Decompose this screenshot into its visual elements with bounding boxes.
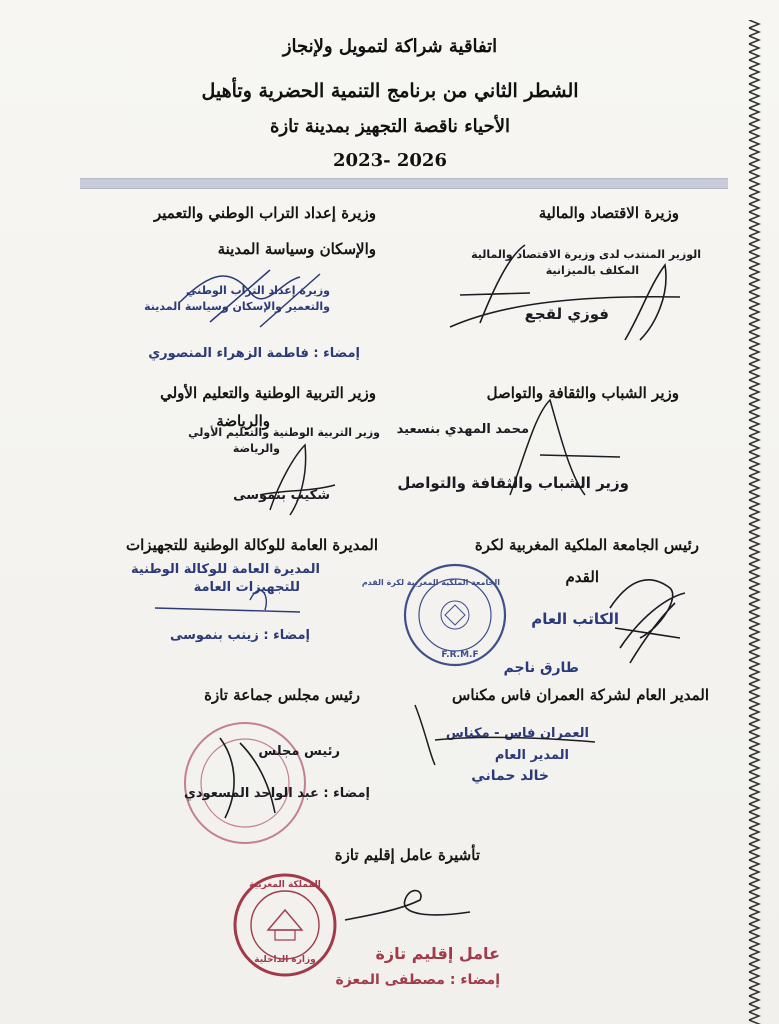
territory-signer-name: إمضاء : فاطمة الزهراء المنصوري <box>148 346 360 361</box>
header-divider <box>80 178 728 189</box>
football-president-title-2: القدم <box>565 568 599 586</box>
equipment-stamp-line1: المديرة العامة للوكالة الوطنية <box>130 562 320 577</box>
governor-role: عامل إقليم تازة <box>375 944 500 963</box>
youth-minister-title: وزير الشباب والثقافة والتواصل <box>486 384 679 402</box>
governor-signer-name: إمضاء : مصطفى المعزة <box>335 972 500 988</box>
governor-visa-title: تأشيرة عامل إقليم تازة <box>334 846 480 864</box>
finance-signer-name: فوزي لقجع <box>524 305 609 323</box>
football-seal-code: F.R.M.F <box>441 650 479 660</box>
football-signature <box>600 568 690 668</box>
education-signer-name: شكيب بنموسى <box>233 488 330 503</box>
education-minister-title: وزير التربية الوطنية والتعليم الأولي <box>160 384 376 402</box>
finance-signature <box>440 235 700 345</box>
football-signer-name: طارق ناجم <box>503 660 579 676</box>
education-signature <box>250 440 340 520</box>
governor-signature <box>340 880 480 930</box>
territory-minister-title-2: والإسكان وسياسة المدينة <box>217 240 376 258</box>
youth-stamp: وزير الشباب والثقافة والتواصل <box>397 474 629 492</box>
finance-stamp-line2: المكلف بالميزانية <box>545 264 639 277</box>
education-stamp-line2: والرياضة <box>232 442 280 455</box>
agreement-subtitle: الشطر الثاني من برنامج التنمية الحضرية وتأهيل <box>201 80 579 102</box>
alomrane-director-title: المدير العام لشركة العمران فاس مكناس <box>452 686 709 704</box>
education-minister-title-2: والرياضة <box>216 412 270 430</box>
commune-signer-name: إمضاء : عبد الواحد المسعودي <box>183 786 370 801</box>
finance-stamp-line1: الوزير المنتدب لدى وزيرة الاقتصاد والمالية <box>471 248 701 261</box>
youth-signature <box>490 395 650 505</box>
decorative-border <box>747 20 761 1024</box>
governor-seal-ring-text: المملكة المغربية <box>249 880 321 890</box>
equipment-signer-name: إمضاء : زينب بنموسى <box>169 628 310 643</box>
alomrane-signer-name: خالد حماني <box>471 768 549 784</box>
football-president-title: رئيس الجامعة الملكية المغربية لكرة <box>474 536 699 554</box>
education-stamp-line1: وزير التربية الوطنية والتعليم الأولي <box>188 426 380 439</box>
football-seal-ring-text: الجامعة الملكية المغربية لكرة القدم <box>361 578 500 587</box>
territory-signature <box>170 262 340 332</box>
commune-seal <box>180 718 310 848</box>
football-stamp-role: الكاتب العام <box>531 610 619 628</box>
youth-signer-name: محمد المهدي بنسعيد <box>396 422 529 437</box>
alomrane-stamp-line2: المدير العام <box>494 748 569 763</box>
equipment-stamp-line2: للتجهيزات العامة <box>193 580 300 595</box>
governor-seal-bottom-text: وزارة الداخلية <box>254 955 316 965</box>
commune-president-title: رئيس مجلس جماعة تازة <box>204 686 360 704</box>
agreement-years: 2023- 2026 <box>333 150 447 171</box>
agreement-subtitle-2: الأحياء ناقصة التجهيز بمدينة تازة <box>270 116 510 137</box>
commune-stamp-line1: رئيس مجلس <box>258 744 340 759</box>
agreement-title: اتفاقية شراكة لتمويل ولإنجاز <box>282 36 498 57</box>
territory-stamp-line1: وزيرة إعداد التراب الوطني <box>185 284 330 297</box>
equipment-director-title: المديرة العامة للوكالة الوطنية للتجهيزات <box>126 536 378 554</box>
equipment-signature <box>150 560 310 620</box>
alomrane-stamp-line1: العمران فاس - مكناس <box>445 726 589 741</box>
alomrane-signature <box>405 700 605 770</box>
territory-minister-title: وزيرة إعداد التراب الوطني والتعمير <box>153 204 376 222</box>
finance-minister-title: وزيرة الاقتصاد والمالية <box>538 204 679 222</box>
territory-stamp-line2: والتعمير والإسكان وسياسة المدينة <box>144 300 330 313</box>
